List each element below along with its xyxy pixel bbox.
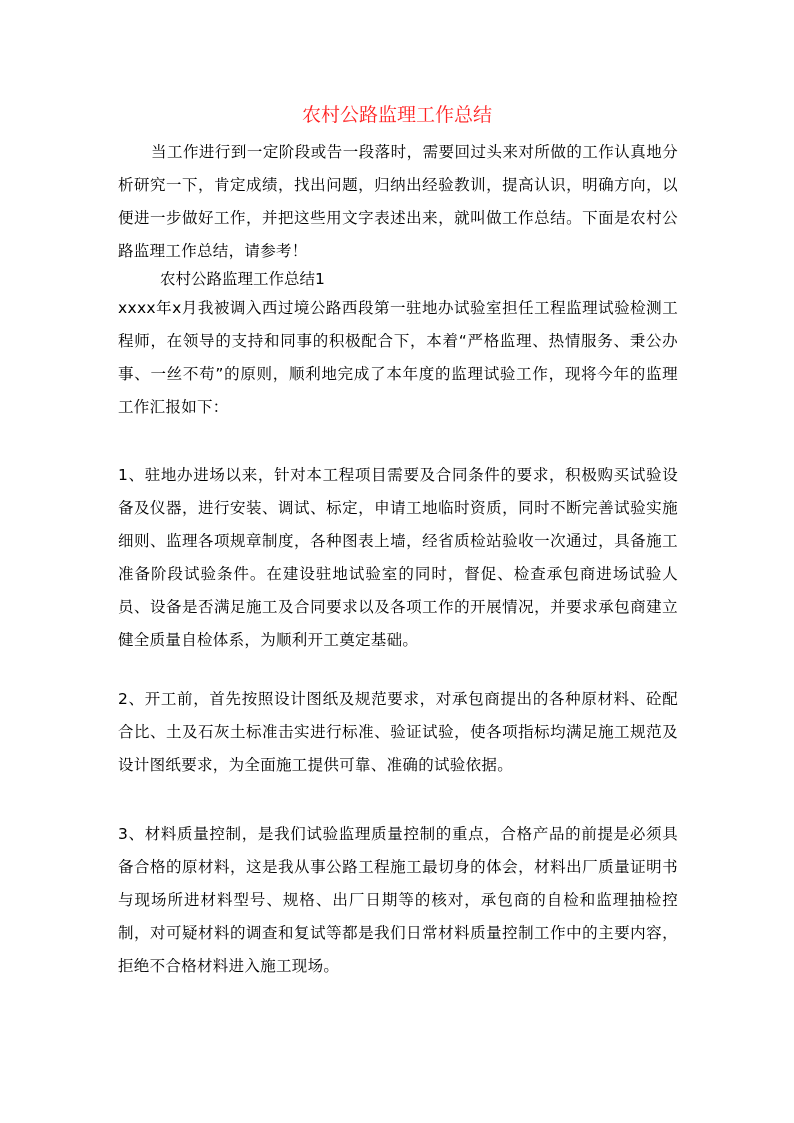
section-subheading: 农村公路监理工作总结1 [160, 270, 325, 288]
opening-paragraph: xxxx年x月我被调入西过境公路西段第一驻地办试验室担任工程监理试验检测工程师，在领导的支持和同事的积极配合下，本着“严格监理、热情服务、秉公办事、一丝不苟”的原则，顺利地完成了本年度的监理试验工作，现将今年的监理工作汇报如下： [118, 299, 678, 416]
list-item-2: 2、开工前，首先按照设计图纸及规范要求，对承包商提出的各种原材料、砼配合比、土及石灰土标准击实进行标准、验证试验，使各项指标均满足施工规范及设计图纸要求，为全面施工提供可靠、准确的试验依据。 [118, 690, 678, 774]
document-title: 农村公路监理工作总结 [301, 104, 492, 126]
list-item-1: 1、驻地办进场以来，针对本工程项目需要及合同条件的要求，积极购买试验设备及仪器，进行安装、调试、标定，申请工地临时资质，同时不断完善试验实施细则、监理各项规章制度，各种图表上墙，经省质检站验收一次通过，具备施工准备阶段试验条件。在建设驻地试验室的同时，督促、检查承包商进场试验人员、设备是否满足施工及合同要求以及各项工作的开展情况，并要求承包商建立健全质量自检体系，为顺利开工奠定基础。 [118, 466, 678, 649]
intro-paragraph: 当工作进行到一定阶段或告一段落时，需要回过头来对所做的工作认真地分析研究一下，肯定成绩，找出问题，归纳出经验教训，提高认识，明确方向，以便进一步做好工作，并把这些用文字表述出来，就叫做工作总结。下面是农村公路监理工作总结，请参考！ [118, 143, 678, 260]
list-item-3: 3、材料质量控制，是我们试验监理质量控制的重点，合格产品的前提是必须具备合格的原材料，这是我从事公路工程施工最切身的体会，材料出厂质量证明书与现场所进材料型号、规格、出厂日期等的核对，承包商的自检和监理抽检控制，对可疑材料的调查和复试等都是我们日常材料质量控制工作中的主要内容，拒绝不合格材料进入施工现场。 [118, 825, 678, 975]
